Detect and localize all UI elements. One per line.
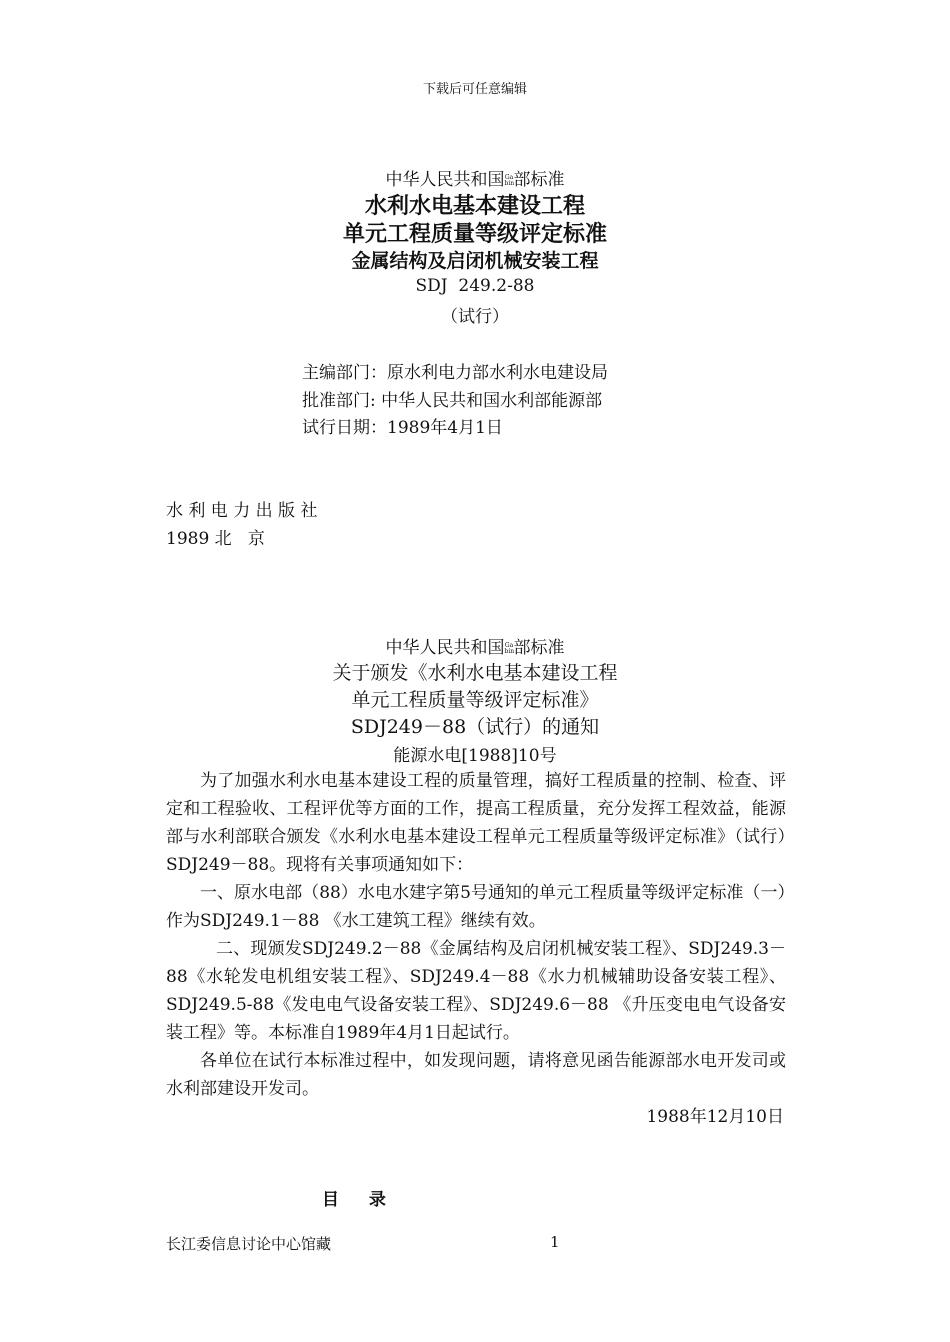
- notice-title-2: 单元工程质量等级评定标准》: [351, 689, 599, 711]
- notice-date: 1988年12月10日: [646, 1107, 784, 1127]
- cover-code: SDJ 249.2-88: [415, 276, 535, 296]
- garbled-glyph-icon: Ga bin: [504, 641, 515, 655]
- cover-standard-suffix: 部标准: [513, 170, 565, 190]
- notice-paragraph-3: 二、现颁发SDJ249.2－88《金属结构及启闭机械安装工程》、SDJ249.3－88《水轮发电机组安装工程》、SDJ249.4－88《水力机械辅助设备安装工程》、SDJ249.5-88《发电电气设备安装工程》、SDJ249.6－88 《升压变电电气设备安装工程》等。本标准自1989年4月1日起试行。: [166, 939, 786, 1043]
- garbled-glyph-icon: Ga bin: [504, 173, 515, 187]
- notice-paragraph-2: 一、原水电部（88）水电水建字第5号通知的单元工程质量等级评定标准（一）作为SDJ249.1－88 《水工建筑工程》继续有效。: [166, 883, 786, 931]
- notice-title-1: 关于颁发《水利水电基本建设工程: [332, 662, 618, 684]
- notice-standard-prefix: 中华人民共和国: [385, 638, 505, 658]
- cover-editor: 主编部门：原水利电力部水利水电建设局: [302, 363, 608, 383]
- page-number: 1: [550, 1233, 560, 1251]
- cover-standard-prefix: 中华人民共和国: [385, 170, 505, 190]
- notice-paragraph-1: 为了加强水利水电基本建设工程的质量管理，搞好工程质量的控制、检查、评定和工程验收、工程评优等方面的工作，提高工程质量，充分发挥工程效益，能源部与水利部联合颁发《水利水电基本建设工程单元工程质量等级评定标准》（试行）SDJ249－88。现将有关事项通知如下：: [166, 771, 786, 875]
- notice-title-3: SDJ249－88（试行）的通知: [350, 716, 600, 738]
- header-note: 下载后可任意编辑: [422, 82, 527, 97]
- notice-standard-line: [0, 633, 950, 658]
- cover-approver: 批准部门: 中华人民共和国水利部能源部: [302, 391, 603, 411]
- cover-trial: （试行）: [441, 307, 509, 327]
- toc-heading: 目 录: [322, 1190, 398, 1210]
- cover-title-2: 单元工程质量等级评定标准: [342, 221, 607, 247]
- cover-title-1: 水利水电基本建设工程: [364, 193, 585, 219]
- notice-paragraph-4: 各单位在试行本标准过程中，如发现问题，请将意见函告能源部水电开发司或水利部建设开发司。: [166, 1051, 786, 1099]
- cover-title-3: 金属结构及启闭机械安装工程: [351, 250, 599, 272]
- notice-standard-suffix: 部标准: [513, 638, 565, 658]
- cover-place: 1989 北 京: [166, 529, 265, 549]
- notice-doc-number: 能源水电[1988]10号: [393, 746, 557, 766]
- cover-publisher: 水 利 电 力 出 版 社: [166, 501, 318, 521]
- footer-archive: 长江委信息讨论中心馆藏: [166, 1235, 332, 1253]
- cover-standard-line: [0, 165, 950, 190]
- cover-trial-date: 试行日期：1989年4月1日: [302, 418, 503, 438]
